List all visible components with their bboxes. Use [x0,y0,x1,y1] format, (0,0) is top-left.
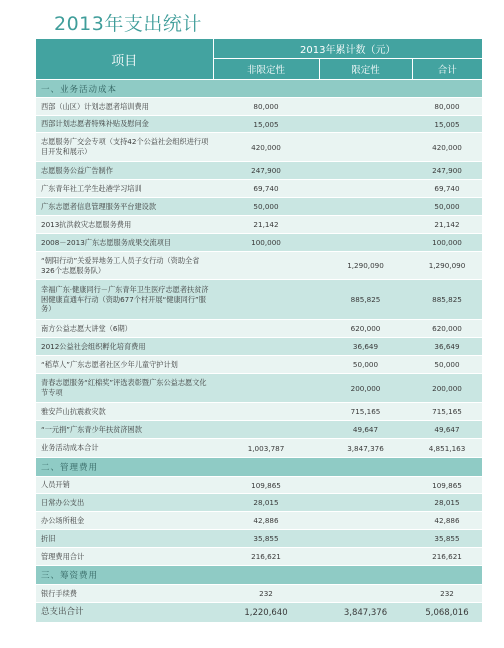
table-row [36,98,482,116]
table-row [36,198,482,216]
row-unrestricted: 69,740 [213,180,319,198]
table-row [36,494,482,512]
header-total: 合计 [412,59,482,80]
row-total: 36,649 [412,338,482,356]
row-restricted [319,234,412,252]
row-restricted: 1,290,090 [319,252,412,280]
row-unrestricted: 232 [213,585,319,603]
row-total: 247,900 [412,162,482,180]
row-restricted: 885,825 [319,280,412,320]
row-unrestricted: 50,000 [213,198,319,216]
row-total: 232 [412,585,482,603]
row-total: 49,647 [412,421,482,439]
table-row [36,403,482,421]
row-total: 21,142 [412,216,482,234]
row-unrestricted [213,421,319,439]
row-restricted [319,494,412,512]
table-row [36,512,482,530]
row-total: 80,000 [412,98,482,116]
table-row [36,162,482,180]
row-name: 志愿服务广交会专项（支持42个公益社会组织进行项目开发和展示） [36,133,213,162]
row-name: “稻草人”广东志愿者社区少年儿童守护计划 [36,356,213,374]
expense-table [36,39,482,623]
row-name: 折旧 [36,530,213,548]
row-unrestricted: 28,015 [213,494,319,512]
row-restricted [319,216,412,234]
row-name: 2012公益社会组织孵化培育费用 [36,338,213,356]
table-row [36,133,482,162]
grand-total-total: 5,068,016 [412,603,482,623]
row-unrestricted [213,403,319,421]
section-label: 一、业务活动成本 [36,80,482,98]
header-restricted: 限定性 [319,59,412,80]
row-restricted [319,548,412,566]
row-restricted [319,530,412,548]
row-restricted [319,477,412,494]
row-total: 109,865 [412,477,482,494]
row-unrestricted: 100,000 [213,234,319,252]
row-name: 雅安芦山抗震救灾款 [36,403,213,421]
grand-total-unrestricted: 1,220,640 [213,603,319,623]
header-group: 2013年累计数（元） [213,39,482,59]
row-name: “一元捐”广东青少年扶贫济困款 [36,421,213,439]
grand-total-row [36,603,482,623]
table-row [36,234,482,252]
row-restricted: 49,647 [319,421,412,439]
page-title: 2013年支出统计 [54,13,202,35]
row-restricted: 3,847,376 [319,439,412,458]
table-row [36,356,482,374]
row-name: 2013抗洪救灾志愿服务费用 [36,216,213,234]
row-restricted [319,98,412,116]
row-name: 日常办公支出 [36,494,213,512]
table-row [36,439,482,458]
table-row [36,338,482,356]
table-row [36,116,482,133]
row-unrestricted: 80,000 [213,98,319,116]
row-total: 216,621 [412,548,482,566]
row-name: 业务活动成本合计 [36,439,213,458]
table-row [36,320,482,338]
table-row [36,374,482,403]
row-name: 管理费用合计 [36,548,213,566]
table-row [36,421,482,439]
row-total: 620,000 [412,320,482,338]
row-restricted [319,162,412,180]
row-name: 南方公益志愿大讲堂（6期） [36,320,213,338]
row-restricted [319,116,412,133]
row-unrestricted [213,320,319,338]
row-total: 42,886 [412,512,482,530]
row-unrestricted: 1,003,787 [213,439,319,458]
grand-total-restricted: 3,847,376 [319,603,412,623]
row-name: 办公场所租金 [36,512,213,530]
section-row [36,80,482,98]
row-restricted [319,198,412,216]
table-row [36,530,482,548]
row-total: 35,855 [412,530,482,548]
row-name: “朝阳行动”关爱异地务工人员子女行动（资助全省326个志愿服务队） [36,252,213,280]
table-body [36,80,482,623]
row-unrestricted: 420,000 [213,133,319,162]
row-total: 69,740 [412,180,482,198]
row-restricted: 620,000 [319,320,412,338]
row-total: 28,015 [412,494,482,512]
row-total: 885,825 [412,280,482,320]
row-restricted [319,585,412,603]
row-unrestricted [213,280,319,320]
row-total: 200,000 [412,374,482,403]
table-row [36,477,482,494]
grand-total-label: 总支出合计 [36,603,213,623]
section-label: 三、筹资费用 [36,566,482,585]
row-restricted [319,133,412,162]
row-restricted [319,180,412,198]
table-row [36,252,482,280]
row-name: 广东青年社工学生赴港学习培训 [36,180,213,198]
row-name: 志愿服务公益广告制作 [36,162,213,180]
row-name: 银行手续费 [36,585,213,603]
header-project: 项目 [36,39,213,80]
row-unrestricted: 15,005 [213,116,319,133]
table-row [36,180,482,198]
row-unrestricted [213,374,319,403]
row-total: 15,005 [412,116,482,133]
row-name: 青春志愿服务“红棉奖”评选表彰暨广东公益志愿文化节专项 [36,374,213,403]
row-total: 50,000 [412,198,482,216]
section-row [36,458,482,477]
row-unrestricted: 35,855 [213,530,319,548]
row-restricted: 36,649 [319,338,412,356]
row-total: 4,851,163 [412,439,482,458]
row-unrestricted [213,338,319,356]
row-unrestricted [213,356,319,374]
row-name: 西部（山区）计划志愿者培训费用 [36,98,213,116]
row-unrestricted: 109,865 [213,477,319,494]
row-name: 人员开销 [36,477,213,494]
header-unrestricted: 非限定性 [213,59,319,80]
row-total: 100,000 [412,234,482,252]
row-unrestricted: 216,621 [213,548,319,566]
table-row [36,585,482,603]
row-name: 幸福广东·健康同行－广东青年卫生医疗志愿者扶贫济困健康直通车行动（资助677个村开展“健康同行”服务） [36,280,213,320]
row-unrestricted: 247,900 [213,162,319,180]
row-name: 广东志愿者信息管理服务平台建设款 [36,198,213,216]
row-restricted: 715,165 [319,403,412,421]
row-total: 420,000 [412,133,482,162]
section-row [36,566,482,585]
row-unrestricted [213,252,319,280]
row-restricted [319,512,412,530]
row-unrestricted: 42,886 [213,512,319,530]
table-row [36,216,482,234]
section-label: 二、管理费用 [36,458,482,477]
table-row [36,548,482,566]
row-name: 西部计划志愿者特殊补贴及慰问金 [36,116,213,133]
row-restricted: 200,000 [319,374,412,403]
row-total: 50,000 [412,356,482,374]
row-total: 1,290,090 [412,252,482,280]
table-row [36,280,482,320]
row-unrestricted: 21,142 [213,216,319,234]
row-name: 2008－2013广东志愿服务成果交流项目 [36,234,213,252]
row-total: 715,165 [412,403,482,421]
row-restricted: 50,000 [319,356,412,374]
